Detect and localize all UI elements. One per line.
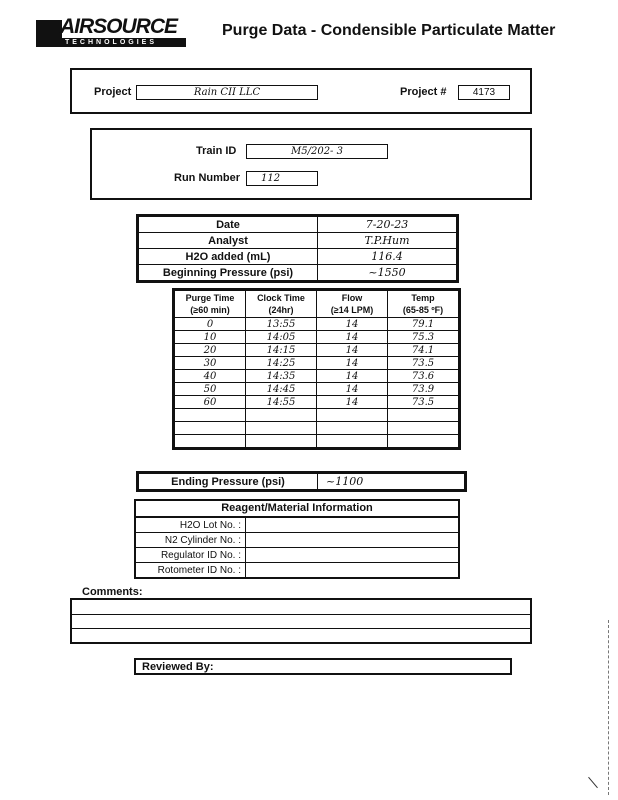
purge-cell[interactable]: 40 [175,370,246,383]
column-header: Purge Time (≥60 min) [175,291,246,318]
purge-cell[interactable]: 73.9 [388,383,459,396]
ending-pressure-label: Ending Pressure (psi) [139,474,318,490]
purge-cell[interactable] [317,435,388,448]
project-number-label: Project # [400,86,447,98]
comments-box[interactable] [70,598,532,644]
purge-cell[interactable]: 14:15 [246,344,317,357]
reagent-label: H2O Lot No. : [136,518,246,533]
purge-cell[interactable] [246,435,317,448]
comment-line [72,628,530,629]
logo-subtext: TECHNOLOGIES [36,38,186,47]
purge-cell[interactable] [317,422,388,435]
reagent-row [136,533,458,548]
reagent-value[interactable] [246,563,459,578]
purge-cell[interactable]: 30 [175,357,246,370]
summary-row-h2o [139,249,457,265]
purge-row [175,318,459,331]
purge-cell[interactable]: 0 [175,318,246,331]
purge-cell[interactable]: 14 [317,318,388,331]
reviewed-by-field[interactable] [134,658,512,675]
reagent-row [136,548,458,563]
summary-value[interactable]: ~1550 [318,265,457,281]
logo-mark-icon [36,20,62,40]
train-id-field[interactable]: M5/202- 3 [246,144,388,159]
comment-line [72,614,530,615]
purge-cell[interactable]: 74.1 [388,344,459,357]
purge-table [172,288,461,450]
logo-text: AIRSOURCE [60,15,178,38]
ending-pressure-value[interactable]: ~1100 [318,474,465,490]
reagent-section [134,499,460,579]
reagent-row [136,563,458,578]
page-title: Purge Data - Condensible Particulate Matter [222,22,556,39]
comments-label: Comments: [82,586,143,598]
summary-value[interactable]: 116.4 [318,249,457,265]
summary-table [136,214,459,283]
purge-row [175,331,459,344]
purge-cell[interactable]: 14:25 [246,357,317,370]
reagent-value[interactable] [246,548,459,563]
purge-cell[interactable]: 14 [317,396,388,409]
purge-row [175,396,459,409]
purge-cell[interactable]: 10 [175,331,246,344]
summary-value[interactable]: 7-20-23 [318,217,457,233]
purge-row [175,344,459,357]
run-number-label: Run Number [174,172,240,184]
summary-label: H2O added (mL) [139,249,318,265]
reagent-label: N2 Cylinder No. : [136,533,246,548]
purge-cell[interactable]: 14:55 [246,396,317,409]
reagent-row [136,518,458,533]
purge-cell[interactable]: 14:35 [246,370,317,383]
purge-cell[interactable] [175,422,246,435]
purge-cell[interactable] [388,409,459,422]
purge-row [175,383,459,396]
purge-cell[interactable]: 73.5 [388,396,459,409]
purge-cell[interactable]: 14 [317,383,388,396]
purge-cell[interactable]: 75.3 [388,331,459,344]
reagent-value[interactable] [246,533,459,548]
purge-cell[interactable]: 73.5 [388,357,459,370]
purge-cell[interactable] [175,409,246,422]
purge-cell[interactable] [317,409,388,422]
summary-label: Beginning Pressure (psi) [139,265,318,281]
summary-row-analyst [139,233,457,249]
purge-cell[interactable]: 20 [175,344,246,357]
purge-cell[interactable] [246,409,317,422]
purge-cell[interactable]: 14 [317,331,388,344]
purge-cell[interactable]: 79.1 [388,318,459,331]
purge-cell[interactable]: 50 [175,383,246,396]
summary-label: Date [139,217,318,233]
ending-pressure-row [136,471,467,492]
purge-row [175,370,459,383]
train-id-label: Train ID [196,145,237,157]
reagent-label: Regulator ID No. : [136,548,246,563]
purge-row [175,422,459,435]
purge-cell[interactable] [175,435,246,448]
summary-row-date [139,217,457,233]
purge-row [175,357,459,370]
run-number-field[interactable]: 112 [246,171,318,186]
column-header: Clock Time (24hr) [246,291,317,318]
purge-cell[interactable]: 13:55 [246,318,317,331]
summary-value[interactable]: T.P.Hum [318,233,457,249]
project-number-field[interactable]: 4173 [458,85,510,100]
purge-cell[interactable]: 14 [317,357,388,370]
company-logo [36,15,188,46]
reviewed-by-label: Reviewed By: [142,661,214,673]
purge-cell[interactable]: 14:45 [246,383,317,396]
purge-cell[interactable]: 73.6 [388,370,459,383]
purge-cell[interactable] [246,422,317,435]
purge-cell[interactable]: 14:05 [246,331,317,344]
purge-cell[interactable] [388,422,459,435]
purge-cell[interactable]: 14 [317,344,388,357]
purge-cell[interactable]: 60 [175,396,246,409]
project-name-field[interactable]: Rain CII LLC [136,85,318,100]
purge-header-row [175,291,459,318]
reagent-label: Rotometer ID No. : [136,563,246,578]
train-section [90,128,532,200]
purge-row [175,409,459,422]
purge-cell[interactable]: 14 [317,370,388,383]
project-label: Project [94,86,132,98]
summary-label: Analyst [139,233,318,249]
purge-row [175,435,459,448]
column-header: Temp (65-85 ºF) [388,291,459,318]
column-header: Flow (≥14 LPM) [317,291,388,318]
reagent-value[interactable] [246,518,459,533]
scan-edge-line [608,620,609,795]
purge-cell[interactable] [388,435,459,448]
summary-row-pressure [139,265,457,281]
project-section [70,68,532,114]
scan-mark [588,777,598,788]
reagent-title: Reagent/Material Information [136,501,458,517]
